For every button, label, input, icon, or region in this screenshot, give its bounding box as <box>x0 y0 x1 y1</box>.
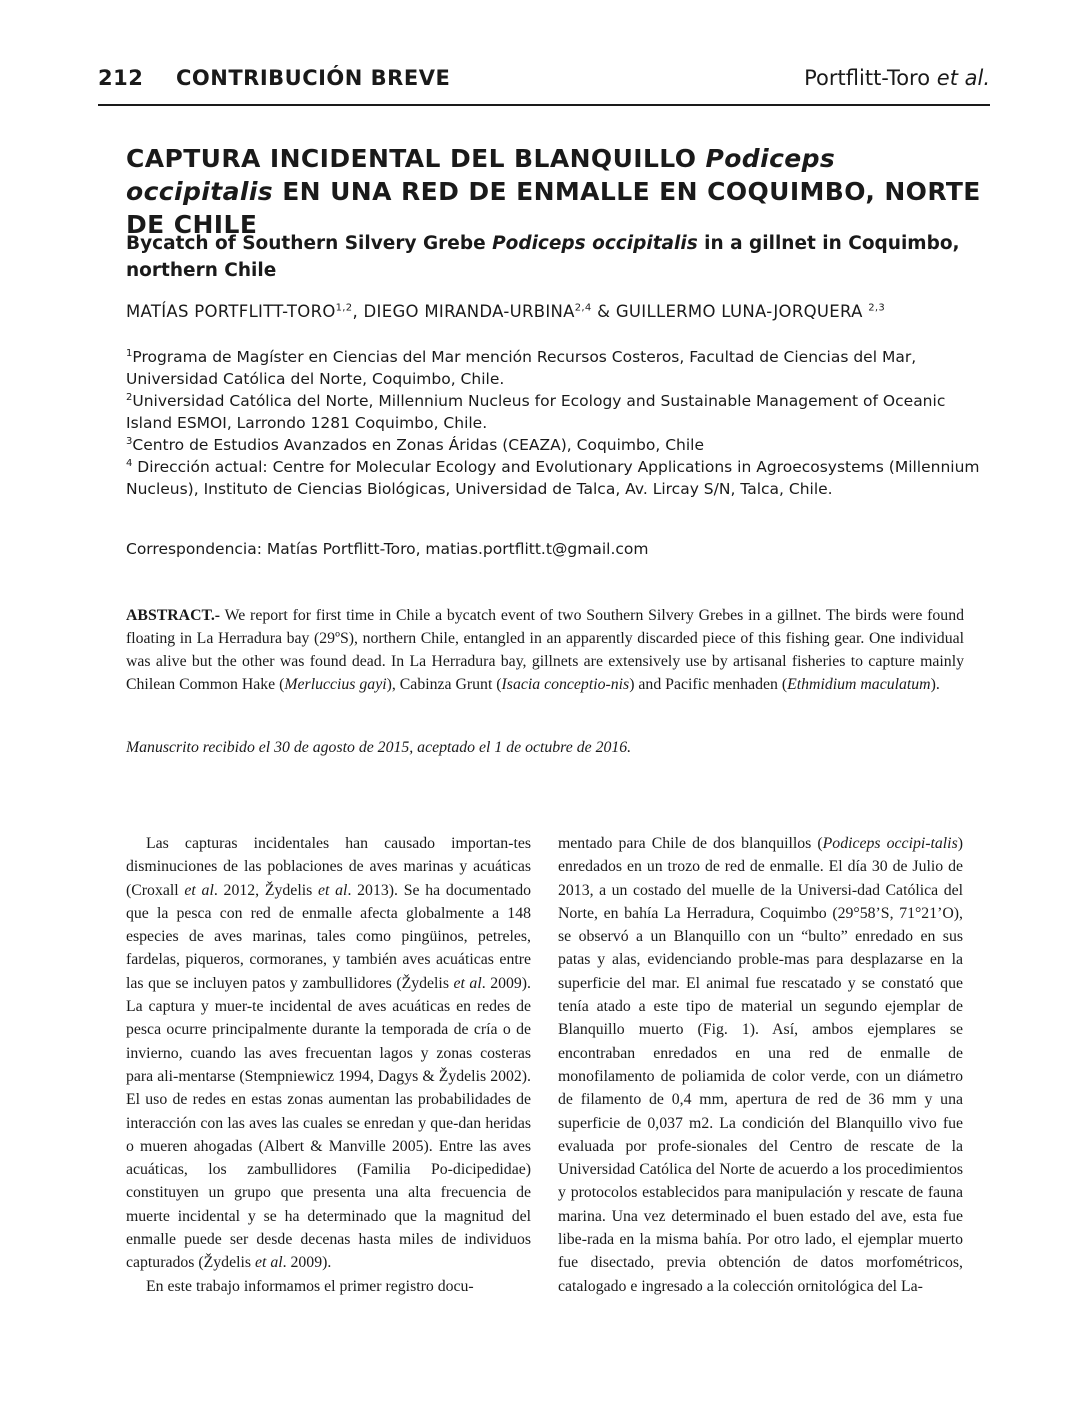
affiliation-number: 2 <box>126 391 133 403</box>
affiliation-text: Programa de Magíster en Ciencias del Mar mención Recursos Costeros, Facultad de Ciencias del Mar, Universidad Católica del Norte, Coquimbo, Chile. <box>126 348 917 388</box>
subtitle-part2: in a gillnet in Coquimbo, northern Chile <box>126 233 960 281</box>
body-text: ) enredados en un trozo de red de enmalle. El día 30 de Julio de 2013, a un costado del muelle de la Universi-dad Católica del Norte, en bahía La Herradura, Coquimbo (29°58’S, 71°21’O), se observó a un Blanquillo con un “bulto” enredado en sus patas y alas, evidenciando proble-mas para desplazarse en la superficie del mar. El animal fue rescatado y se constató que tenía atado a este tipo de material un segundo ejemplar de Blanquillo muerto (Fig. 1). Así, ambos ejemplares se encontraban enredados en una red de enmalle de monofilamento de poliamida de color verde, con un diámetro de filamento de 0,4 mm, apertura de red de 36 mm y una superficie de 0,037 m2. La condición del Blanquillo vivo fue evaluada por profe-sionales del Centro de rescate de la Universidad Católica del Norte de acuerdo a los procedimientos y protocolos establecidos para manipulación y rescate de fauna marina. Una vez determinado el buen estado del ave, esta fue libe-rada en la misma bahía. Por otro lado, el ejemplar muerto fue disectado, previa obtención de datos morfométricos, catalogado e ingresado a la colección ornitológica del La- <box>558 835 963 1295</box>
article-subtitle <box>126 230 988 284</box>
affiliation-number: 3 <box>126 435 133 447</box>
subtitle-part1: Bycatch of Southern Silvery Grebe <box>126 233 493 254</box>
paragraph <box>558 832 963 1298</box>
body-column-left <box>126 832 531 1298</box>
author-name: MATÍAS PORTFLITT-TORO <box>126 302 336 321</box>
affiliation-text: Dirección actual: Centre for Molecular Ecology and Evolutionary Applications in Agroecosystems (Millennium Nucleus), Instituto de Ciencias Biológicas, Universidad de Talca, Av. Lircay S/N, Talca, Chile. <box>126 458 980 498</box>
abstract-text: ), Cabinza Grunt ( <box>386 676 502 693</box>
body-text: mentado para Chile de dos blanquillos ( <box>558 835 823 852</box>
author-affil: 2,3 <box>868 302 886 314</box>
abstract-text: ). <box>930 676 940 693</box>
body-italic: et al <box>453 974 482 992</box>
author-affil: 1,2 <box>335 302 353 314</box>
body-text: . 2009). <box>282 1254 332 1272</box>
body-text: . 2009). La captura y muer-te incidental de aves acuáticas en redes de pesca ocurre principalmente durante la temporada de cría o de invierno, cuando las aves frecuentan lagos y zonas costeras para ali-mentarse (Stempniewicz 1994, Dagys & Žydelis 2002). El uso de redes en estas zonas aumentan las probabilidades de interacción con las aves las cuales se enredan y que-dan heridas o mueren ahogadas (Albert & Manville 2005). Entre las aves acuáticas, los zambullidores (Familia Po-dicipedidae) constituyen un grupo que presenta una alta frecuencia de muerte incidental y se ha determinado que la magnitud del enmalle puede ser desde decenas hasta miles de individuos capturados (Žydelis <box>126 974 531 1272</box>
correspondence: Correspondencia: Matías Portflitt-Toro, matias.portflitt.t@gmail.com <box>126 540 649 558</box>
author-name: DIEGO MIRANDA-URBINA <box>363 302 575 321</box>
title-species: Podiceps occipitalis <box>126 144 836 206</box>
affiliation-number: 4 <box>126 457 133 469</box>
abstract-species: Isacia conceptio-nis <box>501 676 630 693</box>
running-author <box>804 66 990 90</box>
affiliation-number: 1 <box>126 347 133 359</box>
body-column-right <box>558 832 963 1298</box>
paragraph: En este trabajo informamos el primer registro docu- <box>146 1277 474 1295</box>
running-author-name: Portflitt-Toro <box>804 66 931 90</box>
title-part2: EN UNA RED DE ENMALLE EN COQUIMBO, NORTE DE CHILE <box>126 177 981 239</box>
abstract-text: ) and Pacific menhaden ( <box>629 676 788 693</box>
body-text: . 2012, Žydelis <box>213 881 318 899</box>
body-italic: et al <box>318 881 348 899</box>
received-date: Manuscrito recibido el 30 de agosto de 2015, aceptado el 1 de octubre de 2016. <box>126 739 632 756</box>
article-title <box>126 142 988 241</box>
affiliation-text: Universidad Católica del Norte, Millennium Nucleus for Ecology and Sustainable Management of Oceanic Island ESMOI, Larrondo 1281 Coquimbo, Chile. <box>126 392 946 432</box>
title-part1: CAPTURA INCIDENTAL DEL BLANQUILLO <box>126 144 706 173</box>
abstract-label: ABSTRACT.- <box>126 607 221 624</box>
abstract-text: We report for first time in Chile a bycatch event of two Southern Silvery Grebes in a gillnet. The birds were found floating in La Herradura bay (29ºS), northern Chile, entangled in an apparently discarded piece of this fishing gear. One individual was alive but the other was found dead. In La Herradura bay, gillnets are extensively use by artisanal fisheries to capture mainly Chilean Common Hake ( <box>126 607 964 693</box>
page-number: 212 <box>98 66 144 90</box>
affiliation <box>126 390 988 434</box>
abstract-species: Merluccius gayi <box>284 676 387 693</box>
author-separator: , <box>352 302 364 321</box>
body-italic: et al <box>184 881 214 899</box>
abstract <box>126 604 964 696</box>
body-italic: et al <box>254 1254 283 1272</box>
affiliation-text: Centro de Estudios Avanzados en Zonas Áridas (CEAZA), Coquimbo, Chile <box>132 436 704 454</box>
affiliations <box>126 346 988 500</box>
author-list <box>126 302 988 321</box>
subtitle-species: Podiceps occipitalis <box>492 233 698 254</box>
author-name: GUILLERMO LUNA-JORQUERA <box>615 302 869 321</box>
author-separator: & <box>591 302 616 321</box>
section-label: CONTRIBUCIÓN BREVE <box>176 66 451 90</box>
author-affil: 2,4 <box>574 302 592 314</box>
abstract-species: Ethmidium maculatum <box>787 676 931 693</box>
running-author-etal: et al. <box>936 66 990 90</box>
affiliation <box>126 434 988 456</box>
affiliation <box>126 456 988 500</box>
body-text: Las capturas incidentales han causado importan-tes disminuciones de las poblaciones de aves marinas y acuáticas (Croxall <box>126 835 531 899</box>
header-rule <box>98 104 990 106</box>
body-italic: Podiceps occipi-talis <box>822 835 958 852</box>
body-text: . 2013). Se ha documentado que la pesca con red de enmalle afecta globalmente a 148 especies de aves marinas, tales como pingüinos, petreles, fardelas, piqueros, cormoranes, y también aves acuáticas entre las que se incluyen patos y zambullidores (Žydelis <box>126 881 532 992</box>
paragraph <box>126 832 531 1275</box>
affiliation <box>126 346 988 390</box>
